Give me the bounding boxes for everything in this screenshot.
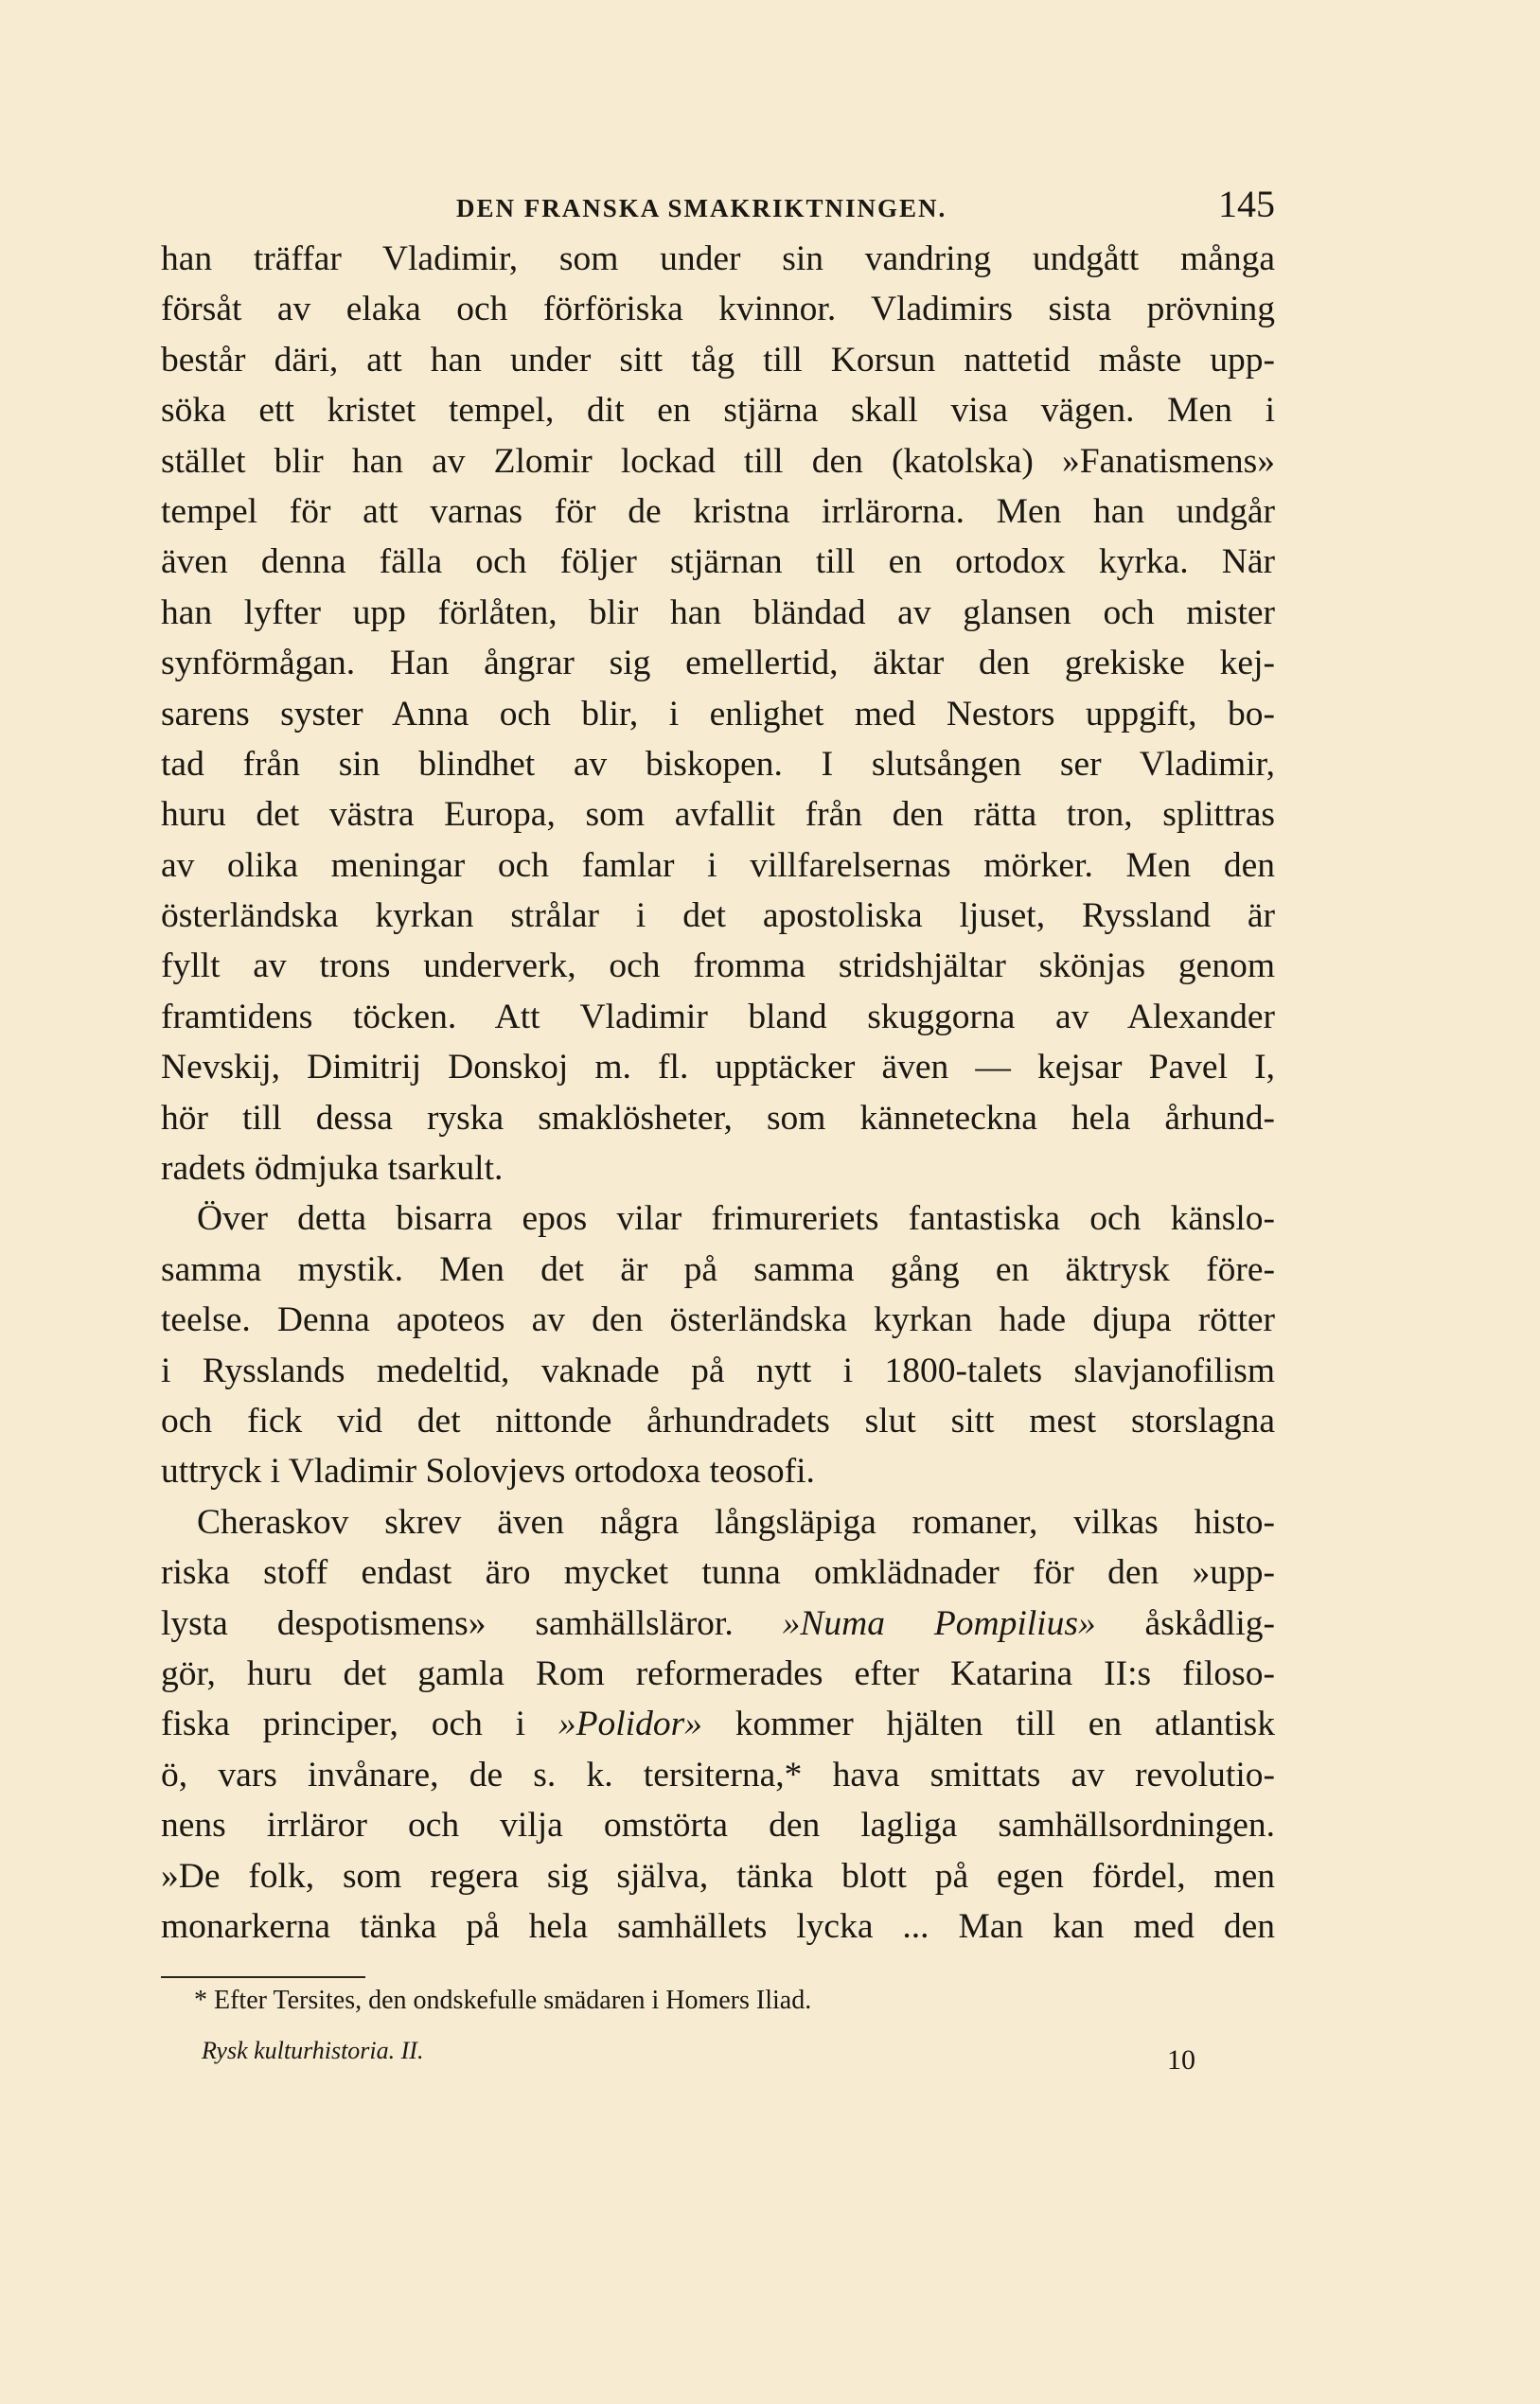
text-line: i Rysslands medeltid, vaknade på nytt i 1800-talets slavjanofilism [161, 1351, 1275, 1390]
text-line: hör till dessa ryska smaklösheter, som känneteckna hela århund- [161, 1098, 1275, 1138]
running-head [161, 182, 1275, 226]
text-segment: lysta despotismens» samhällsläror. [161, 1603, 734, 1643]
text-line: han träffar Vladimir, som under sin vandring undgått många [161, 239, 1275, 278]
text-line [161, 1599, 1275, 1649]
text-line: och fick vid det nittonde århundradets slut sitt mest storslagna [161, 1401, 1275, 1441]
text-segment: kommer hjälten till en atlantisk [735, 1705, 1276, 1744]
text-line: uttryck i Vladimir Solovjevs ortodoxa teosofi. [161, 1452, 815, 1492]
text-line: synförmågan. Han ångrar sig emellertid, äktar den grekiske kej- [161, 644, 1275, 683]
body-text [161, 234, 1275, 1952]
text-line [161, 1699, 1275, 1749]
footnote: * Efter Tersites, den ondskefulle smädaren i Homers Iliad. [194, 1986, 812, 2015]
text-line: söka ett kristet tempel, dit en stjärna skall visa vägen. Men i [161, 391, 1275, 431]
text-line: huru det västra Europa, som avfallit från den rätta tron, splittras [161, 795, 1275, 835]
text-line: samma mystik. Men det är på samma gång en äktrysk före- [161, 1249, 1275, 1289]
text-line: teelse. Denna apoteos av den österländska kyrkan hade djupa rötter [161, 1300, 1275, 1340]
text-line: även denna fälla och följer stjärnan till en ortodox kyrka. När [161, 542, 1275, 582]
text-line: fyllt av trons underverk, och fromma stridshjältar skönjas genom [161, 946, 1275, 986]
text-line: av olika meningar och famlar i villfarelsernas mörker. Men den [161, 845, 1275, 885]
text-line: radets ödmjuka tsarkult. [161, 1149, 504, 1189]
page-number: 145 [1218, 183, 1275, 225]
text-line: framtidens töcken. Att Vladimir bland skuggorna av Alexander [161, 997, 1275, 1036]
text-line: tempel för att varnas för de kristna irrlärorna. Men han undgår [161, 491, 1275, 531]
text-line: består däri, att han under sitt tåg till Korsun nattetid måste upp- [161, 340, 1275, 380]
text-line: sarens syster Anna och blir, i enlighet med Nestors uppgift, bo- [161, 694, 1275, 734]
sheet-number: 10 [1167, 2044, 1195, 2076]
text-line: Över detta bisarra epos vilar frimureriets fantastiska och känslo- [197, 1199, 1275, 1239]
text-line: nens irrläror och vilja omstörta den lagliga samhällsordningen. [161, 1806, 1275, 1846]
title-numa-pompilius: »Numa Pompilius» [782, 1603, 1096, 1643]
text-line: stället blir han av Zlomir lockad till den (katolska) »Fanatismens» [161, 441, 1275, 481]
text-line: Cheraskov skrev även några långsläpiga romaner, vilkas histo- [197, 1502, 1275, 1542]
footnote-divider [161, 1976, 365, 1978]
title-polidor: »Polidor» [558, 1705, 702, 1744]
text-line: ö, vars invånare, de s. k. tersiterna,* hava smittats av revolutio- [161, 1755, 1275, 1794]
text-line: han lyfter upp förlåten, blir han bländad av glansen och mister [161, 592, 1275, 632]
text-line: riska stoff endast äro mycket tunna omklädnader för den »upp- [161, 1553, 1275, 1593]
text-line: tad från sin blindhet av biskopen. I slutsången ser Vladimir, [161, 744, 1275, 784]
text-line: gör, huru det gamla Rom reformerades efter Katarina II:s filoso- [161, 1653, 1275, 1693]
text-line: monarkerna tänka på hela samhällets lycka ... Man kan med den [161, 1906, 1275, 1946]
text-segment: fiska principer, och i [161, 1705, 526, 1744]
printer-signature: Rysk kulturhistoria. II. [202, 2037, 424, 2064]
running-title: DEN FRANSKA SMAKRIKTNINGEN. [456, 194, 947, 222]
text-segment: åskådlig- [1144, 1603, 1276, 1643]
text-line: försåt av elaka och förföriska kvinnor. Vladimirs sista prövning [161, 290, 1275, 329]
text-line: Nevskij, Dimitrij Donskoj m. fl. upptäcker även — kejsar Pavel I, [161, 1048, 1275, 1087]
text-line: österländska kyrkan strålar i det apostoliska ljuset, Ryssland är [161, 896, 1275, 936]
text-line: »De folk, som regera sig själva, tänka blott på egen fördel, men [161, 1856, 1275, 1896]
